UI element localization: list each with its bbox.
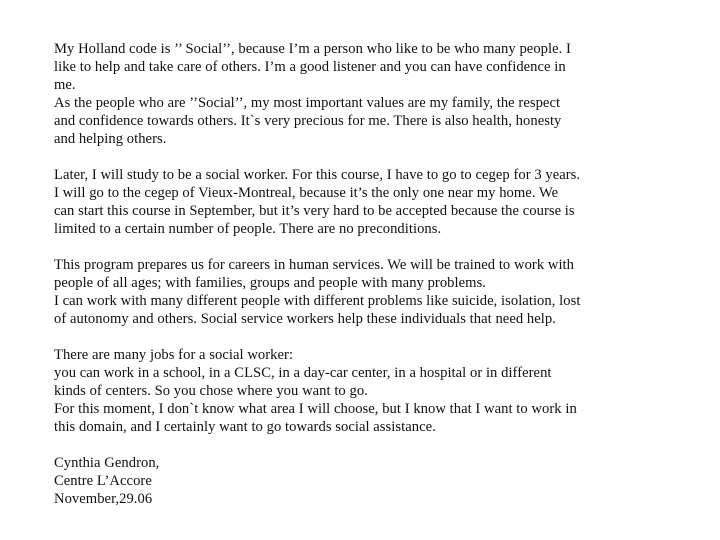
text-line: I can work with many different people with different problems like suicide, isolation, lost	[54, 293, 581, 309]
text-line: can start this course in September, but it’s very hard to be accepted because the course is	[54, 203, 575, 219]
signature-name: Cynthia Gendron,	[54, 455, 160, 471]
paragraph-jobs	[54, 346, 614, 436]
paragraph-holland-code	[54, 40, 614, 148]
text-line: My Holland code is ’’ Social’’, because I’m a person who like to be who many people. I	[54, 41, 571, 57]
text-line: people of all ages; with families, groups and people with many problems.	[54, 275, 486, 291]
text-line: I will go to the cegep of Vieux-Montreal, because it’s the only one near my home. We	[54, 185, 559, 201]
signature-place: Centre L’Accore	[54, 473, 152, 489]
text-line: you can work in a school, in a CLSC, in a day-car center, in a hospital or in different	[54, 365, 552, 381]
document-body	[54, 40, 614, 508]
text-line: As the people who are ’’Social’’, my most important values are my family, the respect	[54, 95, 561, 111]
text-line: of autonomy and others. Social service workers help these individuals that need help.	[54, 311, 556, 327]
text-line: This program prepares us for careers in human services. We will be trained to work with	[54, 257, 575, 273]
text-line: and confidence towards others. It`s very precious for me. There is also health, honesty	[54, 113, 562, 129]
text-line: Later, I will study to be a social worker. For this course, I have to go to cegep for 3 years.	[54, 167, 581, 183]
text-line: like to help and take care of others. I’m a good listener and you can have confidence in	[54, 59, 566, 75]
signature-block	[54, 454, 614, 508]
text-line: and helping others.	[54, 131, 167, 147]
text-line: For this moment, I don`t know what area I will choose, but I know that I want to work in	[54, 401, 577, 417]
text-line: kinds of centers. So you chose where you want to go.	[54, 383, 368, 399]
text-line: me.	[54, 77, 76, 93]
paragraph-study-plan	[54, 166, 614, 238]
signature-date: November,29.06	[54, 491, 153, 507]
paragraph-program	[54, 256, 614, 328]
text-line: There are many jobs for a social worker:	[54, 347, 294, 363]
text-line: limited to a certain number of people. There are no preconditions.	[54, 221, 442, 237]
text-line: this domain, and I certainly want to go towards social assistance.	[54, 419, 436, 435]
